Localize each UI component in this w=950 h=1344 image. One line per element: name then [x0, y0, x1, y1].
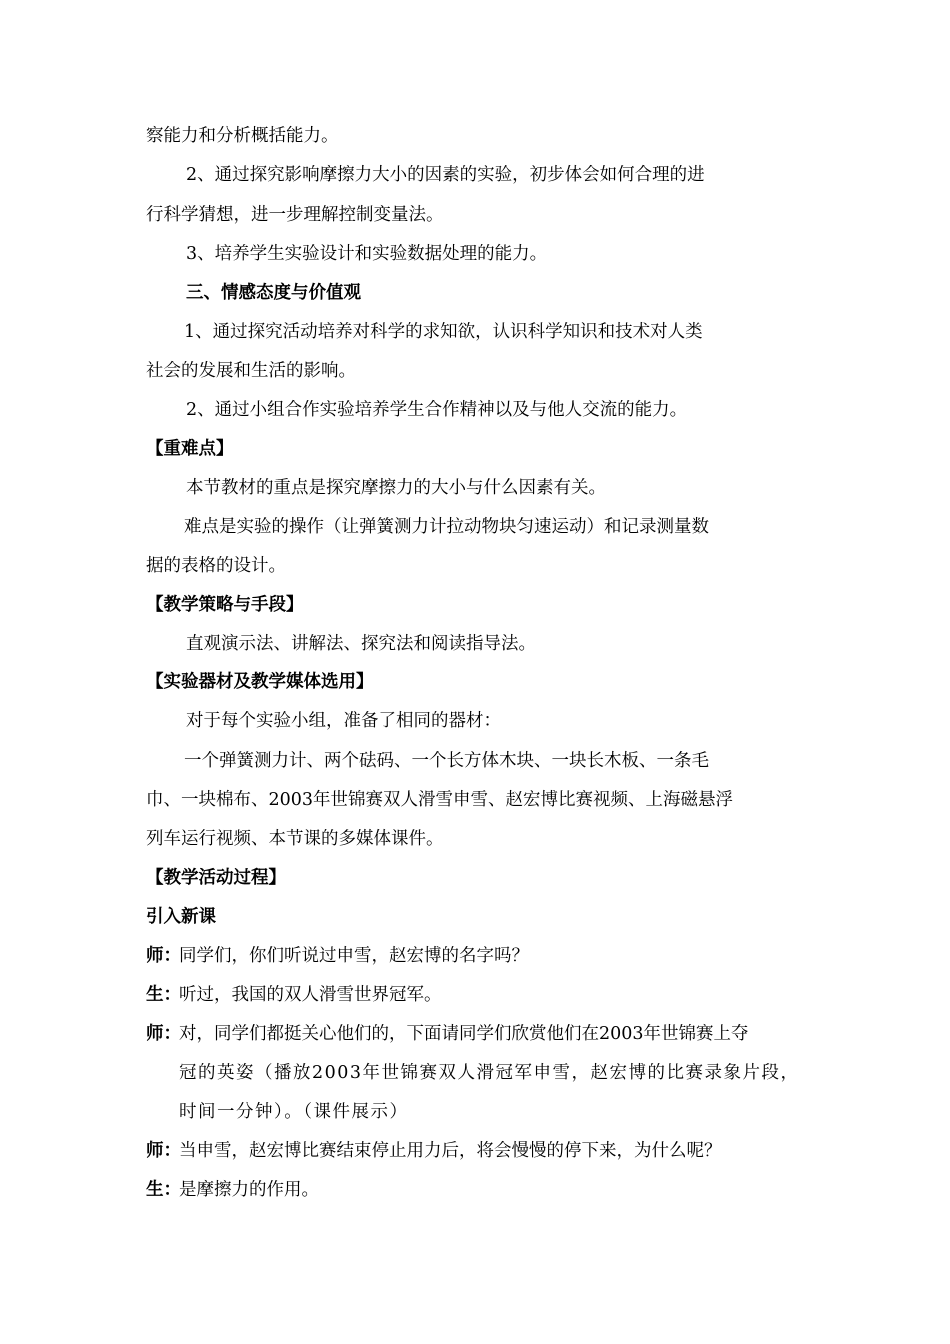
process-heading: 【教学活动过程】 — [146, 868, 286, 888]
dialogue-text-4: 当申雪，赵宏博比赛结束停止用力后，将会慢慢的停下来，为什么呢？ — [179, 1141, 722, 1161]
materials-heading: 【实验器材及教学媒体选用】 — [146, 672, 374, 692]
values-line-1: 1、通过探究活动培养对科学的求知欲，认识科学知识和技术对人类 — [184, 322, 703, 342]
dialogue-speaker-5: 生： — [146, 1180, 181, 1200]
process-subheading: 引入新课 — [146, 907, 216, 927]
key-points-line-1: 本节教材的重点是探究摩擦力的大小与什么因素有关。 — [186, 478, 606, 498]
values-line-3: 2、通过小组合作实验培养学生合作精神以及与他人交流的能力。 — [186, 400, 688, 420]
dialogue-speaker-1: 师： — [146, 946, 181, 966]
objectives-line-4: 3、培养学生实验设计和实验数据处理的能力。 — [186, 244, 548, 264]
materials-line-1: 对于每个实验小组，准备了相同的器材： — [186, 711, 501, 731]
materials-line-2: 一个弹簧测力计、两个砝码、一个长方体木块、一块长木板、一条毛 — [184, 751, 709, 771]
dialogue-text-2: 听过，我国的双人滑雪世界冠军。 — [179, 985, 442, 1005]
key-points-line-2: 难点是实验的操作（让弹簧测力计拉动物块匀速运动）和记录测量数 — [184, 517, 709, 537]
dialogue-text-3: 对，同学们都挺关心他们的，下面请同学们欣赏他们在2003年世锦赛上夺 — [179, 1024, 749, 1044]
values-line-2: 社会的发展和生活的影响。 — [146, 361, 356, 381]
dialogue-speaker-3: 师： — [146, 1024, 181, 1044]
strategy-heading: 【教学策略与手段】 — [146, 595, 304, 615]
dialogue-speaker-2: 生： — [146, 985, 181, 1005]
key-points-line-3: 据的表格的设计。 — [146, 556, 286, 576]
objectives-line-3: 行科学猜想，进一步理解控制变量法。 — [146, 205, 444, 225]
key-points-heading: 【重难点】 — [146, 439, 234, 459]
dialogue-text-3-cont-2: 时间一分钟）。（课件展示） — [179, 1102, 409, 1122]
materials-line-4: 列车运行视频、本节课的多媒体课件。 — [146, 829, 444, 849]
dialogue-text-3-cont-1: 冠的英姿（播放2003年世锦赛双人滑冠军申雪，赵宏博的比赛录象片段， — [179, 1063, 800, 1083]
dialogue-text-5: 是摩擦力的作用。 — [179, 1180, 319, 1200]
dialogue-text-1: 同学们，你们听说过申雪，赵宏博的名字吗？ — [179, 946, 529, 966]
objectives-line-1: 察能力和分析概括能力。 — [146, 126, 339, 146]
materials-line-3: 巾、一块棉布、2003年世锦赛双人滑雪申雪、赵宏博比赛视频、上海磁悬浮 — [146, 790, 734, 810]
dialogue-speaker-4: 师： — [146, 1141, 181, 1161]
objectives-line-2: 2、通过探究影响摩擦力大小的因素的实验，初步体会如何合理的进 — [186, 165, 705, 185]
strategy-line-1: 直观演示法、讲解法、探究法和阅读指导法。 — [186, 634, 536, 654]
values-heading: 三、情感态度与价值观 — [186, 283, 361, 303]
